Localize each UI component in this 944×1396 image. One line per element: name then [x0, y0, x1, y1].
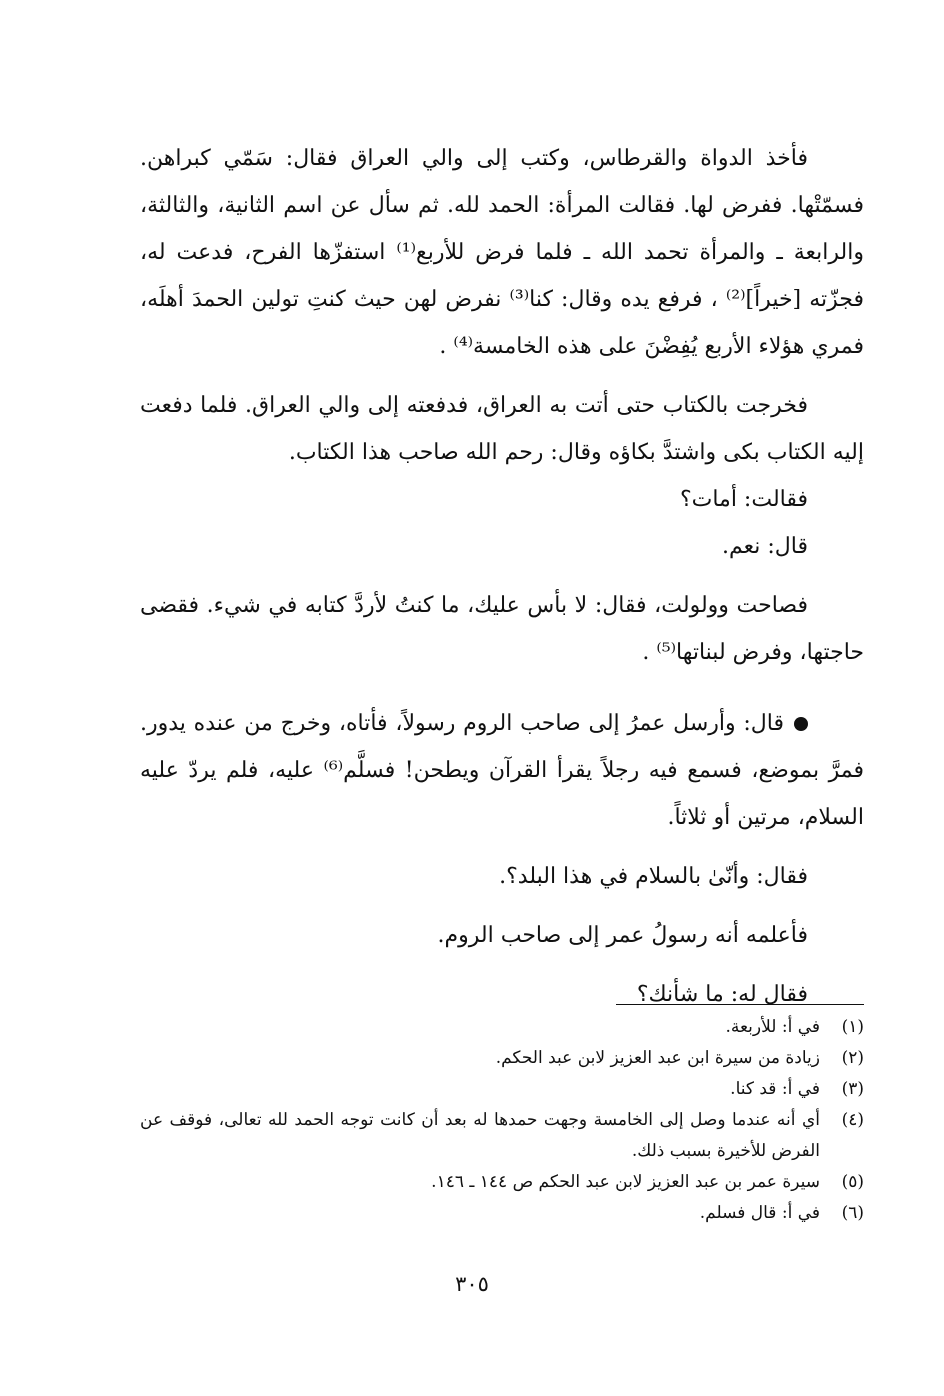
- footnote-number: (٦): [841, 1203, 864, 1223]
- footnote-number: (١): [841, 1017, 864, 1037]
- footnotes: [140, 1012, 864, 1229]
- footnote-text: في أ: قد كنا.: [730, 1079, 820, 1099]
- paragraph-5: فصاحت وولولت، فقال: لا بأس عليك، ما كنتُ لأردَّ كتابه في شيء. فقضى حاجتها، وفرض لبناتها⁽⁵⁾ .: [140, 593, 864, 665]
- footnote-number: (٣): [841, 1079, 864, 1099]
- paragraph-3: فقالت: أمات؟: [679, 487, 808, 512]
- paragraph-6: [140, 700, 864, 841]
- paragraph-9: فقال له: ما شأنك؟: [636, 982, 808, 1007]
- paragraph-1: فأخذ الدواة والقرطاس، وكتب إلى والي العراق فقال: سَمّي كبراهن. فسمّتْها. ففرض لها. فقالت المرأة: الحمد لله. ثم سأل عن اسم الثانية، والثالثة، والرابعة ـ والمرأة تحمد الله ـ فلما فرض للأربع⁽¹⁾ استفزّها الفرح، فدعت له، فجزّته [خيراً]⁽²⁾ ، فرفع يده وقال: كنا⁽³⁾ نفرض لهن حيث كنتِ تولين الحمدَ أهلَه، فمري هؤلاء الأربع يُفِضْنَ على هذه الخامسة⁽⁴⁾ .: [140, 146, 865, 359]
- footnote-text: أي أنه عندما وصل إلى الخامسة وجهت حمدها له بعد أن كانت توجه الحمد لله تعالى، فوقف عن الفرض للأخيرة بسبب ذلك.: [140, 1110, 820, 1161]
- footnote-text: في أ: قال فسلم.: [699, 1203, 820, 1223]
- footnote-1: [140, 1012, 864, 1043]
- paragraph-6-text: قال: وأرسل عمرُ إلى صاحب الروم رسولاً، فأتاه، وخرج من عنده يدور. فمرَّ بموضع، فسمع فيه رجلاً يقرأ القرآن ويطحن! فسلَّم⁽⁶⁾ عليه، فلم يردّ عليه السلام، مرتين أو ثلاثاً.: [140, 711, 864, 830]
- footnote-6: [140, 1198, 864, 1229]
- footnote-number: (٤): [841, 1110, 864, 1130]
- footnote-divider: [616, 1004, 864, 1005]
- bullet-icon: [794, 717, 808, 731]
- paragraph-7: فقال: وأنّىٰ بالسلام في هذا البلد؟.: [499, 864, 808, 889]
- paragraph-8: فأعلمه أنه رسولُ عمر إلى صاحب الروم.: [437, 923, 808, 948]
- footnote-number: (٥): [841, 1172, 864, 1192]
- footnote-number: (٢): [841, 1048, 864, 1068]
- footnote-2: [140, 1043, 864, 1074]
- section-spacer: [140, 676, 864, 700]
- paragraph-4: قال: نعم.: [722, 534, 808, 559]
- footnote-4: [140, 1105, 864, 1167]
- main-text: [140, 135, 864, 1018]
- footnote-5: [140, 1167, 864, 1198]
- footnote-text: زيادة من سيرة ابن عبد العزيز لابن عبد الحكم.: [495, 1048, 820, 1068]
- paragraph-2: فخرجت بالكتاب حتى أتت به العراق، فدفعته إلى والي العراق. فلما دفعت إليه الكتاب بكى واشتدَّ بكاؤه وقال: رحم الله صاحب هذا الكتاب.: [140, 393, 864, 465]
- page-number: ٣٠٥: [455, 1272, 489, 1296]
- footnote-text: في أ: للأربعة.: [725, 1017, 820, 1037]
- footnote-3: [140, 1074, 864, 1105]
- footnote-text: سيرة عمر بن عبد العزيز لابن عبد الحكم ص ١٤٤ ـ ١٤٦.: [431, 1172, 820, 1192]
